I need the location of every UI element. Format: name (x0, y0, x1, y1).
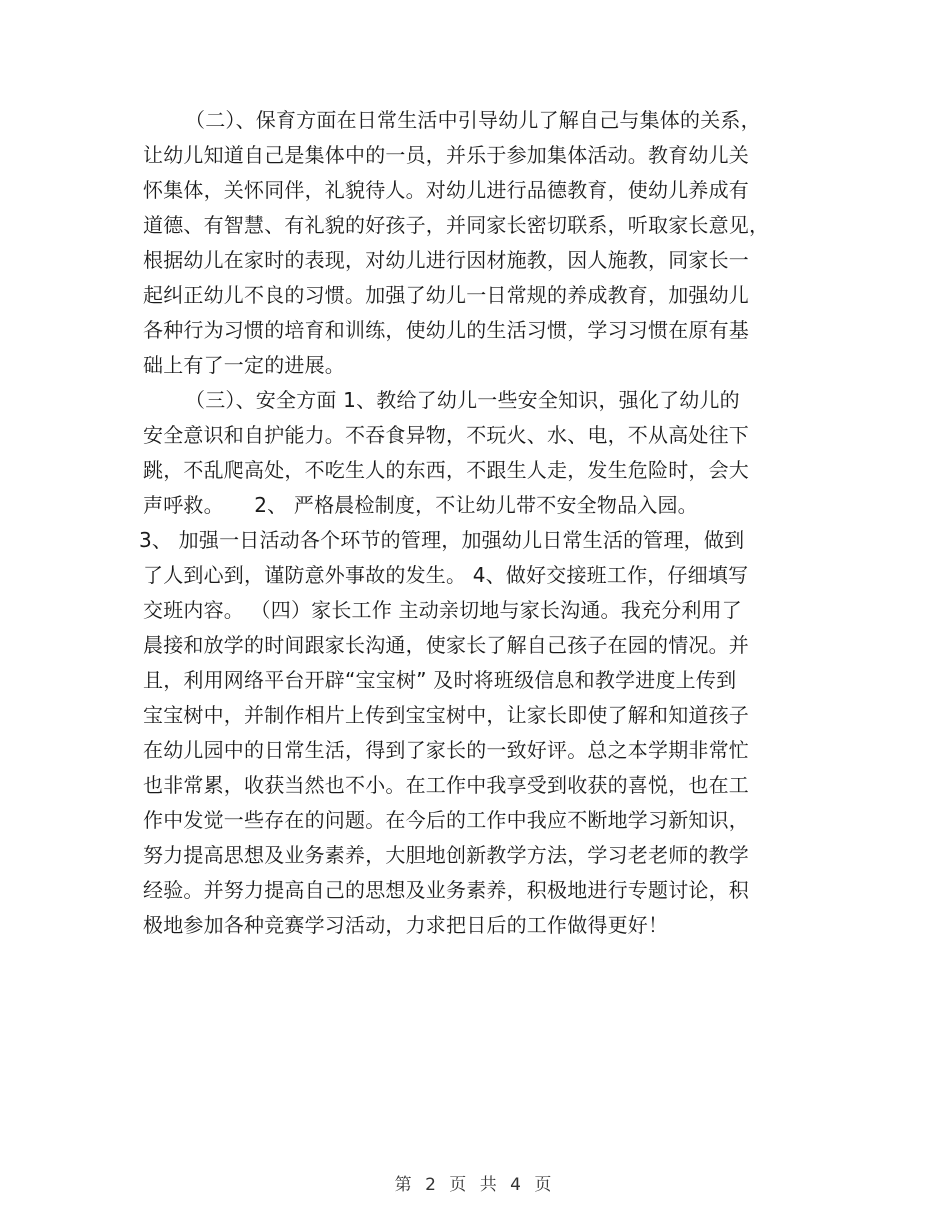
paragraph-line: 也非常累，收获当然也不小。在工作中我享受到收获的喜悦，也在工 (143, 773, 749, 797)
paragraph-line: 且，利用网络平台开辟“宝宝树” 及时将班级信息和教学进度上传到 (143, 668, 737, 692)
document-body (139, 103, 807, 943)
paragraph-line: 在幼儿园中的日常生活，得到了家长的一致好评。总之本学期非常忙 (143, 738, 749, 762)
paragraph-line: 道德、有智慧、有礼貌的好孩子，并同家长密切联系，听取家长意见， (143, 213, 770, 237)
paragraph-line: 安全意识和自护能力。不吞食异物，不玩火、水、电，不从高处往下 (143, 423, 749, 447)
paragraph-line: 怀集体，关怀同伴，礼貌待人。对幼儿进行品德教育，使幼儿养成有 (143, 178, 749, 202)
paragraph-line: （三）、安全方面 1、教给了幼儿一些安全知识，强化了幼儿的 (185, 388, 740, 412)
paragraph-line: 努力提高思想及业务素养，大胆地创新教学方法，学习老老师的教学 (143, 843, 749, 867)
paragraph-line: 让幼儿知道自己是集体中的一员，并乐于参加集体活动。教育幼儿关 (143, 143, 749, 167)
paragraph-line: （二）、保育方面在日常生活中引导幼儿了解自己与集体的关系， (185, 108, 761, 132)
paragraph-line: 了人到心到，谨防意外事故的发生。 4、做好交接班工作，仔细填写 (143, 563, 749, 587)
paragraph-line: 交班内容。 （四）家长工作 主动亲切地与家长沟通。我充分利用了 (143, 598, 742, 622)
paragraph-line: 根据幼儿在家时的表现，对幼儿进行因材施教，因人施教，同家长一 (143, 248, 749, 272)
paragraph-line: 经验。并努力提高自己的思想及业务素养，积极地进行专题讨论，积 (143, 878, 749, 902)
paragraph-line: 声呼救。 2、 严格晨检制度，不让幼儿带不安全物品入园。 (143, 493, 698, 517)
paragraph-line: 各种行为习惯的培育和训练，使幼儿的生活习惯，学习习惯在原有基 (143, 318, 749, 342)
paragraph-line: 作中发觉一些存在的问题。在今后的工作中我应不断地学习新知识， (143, 808, 749, 832)
paragraph-line: 晨接和放学的时间跟家长沟通，使家长了解自己孩子在园的情况。并 (143, 633, 749, 657)
paragraph-line: 3、 加强一日活动各个环节的管理，加强幼儿日常生活的管理，做到 (139, 528, 745, 552)
paragraph-line: 础上有了一定的进展。 (143, 353, 345, 377)
paragraph-line: 起纠正幼儿不良的习惯。加强了幼儿一日常规的养成教育，加强幼儿 (143, 283, 749, 307)
paragraph-line: 极地参加各种竞赛学习活动，力求把日后的工作做得更好！ (143, 913, 669, 937)
page-number-footer: 第 2 页 共 4 页 (394, 1175, 556, 1195)
paragraph-line: 宝宝树中，并制作相片上传到宝宝树中，让家长即使了解和知道孩子 (143, 703, 749, 727)
paragraph-line: 跳，不乱爬高处，不吃生人的东西，不跟生人走，发生危险时，会大 (143, 458, 749, 482)
